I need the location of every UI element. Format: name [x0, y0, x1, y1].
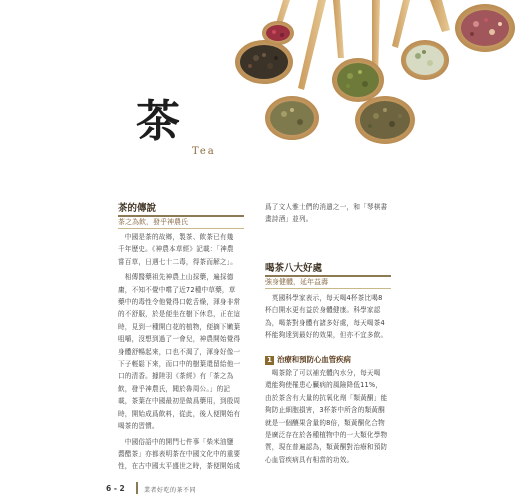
- section1-para-2: [118, 271, 246, 432]
- text-line: 庸，不知不覺中嚐了近72種中草藥，草: [118, 285, 236, 294]
- text-line: 夠防止細胞損害，3杯茶中所含的類黃酮: [265, 406, 385, 415]
- text-line: 杯能夠達到最好的效果，但亦不宜多飲。: [265, 331, 388, 340]
- spoon-dark-black-tea: [235, 40, 293, 84]
- text-line: 杯白開水更有益於身體健康。科學家認: [265, 306, 381, 315]
- section1-para-3: [118, 436, 246, 473]
- text-line: 中國是茶的故鄉，製茶、飲茶已有幾: [118, 233, 234, 241]
- text-line: 是廣泛存在於各種植物中的一大類化學物: [265, 431, 388, 440]
- text-line: 飲，發乎神農氏，聞於魯周公。」的記: [118, 384, 231, 393]
- spoon-flower-mix: [455, 4, 515, 52]
- spoon-rose-petals: [262, 21, 294, 45]
- text-line: 下子輕鬆下來，而口中的樹葉還留給他一: [118, 360, 241, 369]
- text-line: 醬醋茶」亦都表明茶在中國文化中的重要: [118, 449, 241, 458]
- text-line: 相傳醫藥祖先神農上山採藥，遍採德: [118, 273, 234, 282]
- text-line: 千年歷史。《神農本草經》記載：「神農: [118, 245, 234, 254]
- text-line: 畫詩酒」並列。: [265, 215, 313, 224]
- hero-character: 茶: [136, 96, 180, 147]
- subsection-heading: [265, 354, 351, 365]
- text-line: 英國科學家表示，每天喝4杯茶比喝8: [265, 294, 383, 302]
- subsection-number: 1: [265, 356, 274, 365]
- section2-subtitle: 強身健體，延年益壽: [265, 278, 328, 286]
- section2-subdivider: [265, 288, 391, 289]
- spoon-green-leaves: [332, 58, 384, 102]
- column2-intro: [265, 201, 397, 226]
- section1-title: 茶的傳說: [118, 203, 157, 214]
- section1-divider: [118, 215, 244, 217]
- text-line: 口的清香。據陸羽《茶經》有「茶之為: [118, 372, 234, 381]
- text-line: 嘗百草，日遇七十二毒，得茶而解之」。: [118, 257, 237, 266]
- section2-divider: [265, 275, 391, 277]
- subsection-title: 治療和預防心血管疾病: [277, 355, 351, 364]
- text-line: 咀嚼，沒想到過了一會兒，神農開始覺得: [118, 335, 241, 344]
- spoon-herbal: [265, 96, 319, 140]
- text-line: 時，開始成爲飲料，從此，後人便開始有: [118, 409, 241, 418]
- text-line: 爲了文人雅士們的消遣之一，和「琴棋書: [265, 203, 388, 211]
- section1-subtitle: 茶之為飲，發乎神農氏: [118, 218, 188, 226]
- text-line: 質，現在普遍認為，類黃酮對治療和預防: [265, 443, 388, 452]
- text-line: 喝茶除了可以補充體內水分，每天喝: [265, 369, 381, 377]
- spoon-jasmine-buds: [401, 40, 449, 80]
- text-line: 身體舒暢起來，口也不渴了，渾身好像一: [118, 347, 241, 356]
- text-line: 喝茶的習慣。: [118, 422, 159, 431]
- section1-subdivider: [118, 228, 244, 229]
- section1-body: [118, 231, 246, 473]
- text-line: 還能夠使罹患心臟病的風險降低11%，: [265, 381, 383, 390]
- text-line: 的不舒服，於是便坐在樹下休息，正在這: [118, 310, 241, 319]
- text-line: 時，見到一種開白花的植物，便摘下嫩葉: [118, 322, 241, 331]
- page-number: 6 - 2: [106, 484, 125, 493]
- tea-spoons-photo: [220, 0, 520, 175]
- section1-para-1: [118, 231, 246, 268]
- text-line: 心血管疾病具有相當的功效。: [265, 455, 354, 464]
- text-line: 中國俗語中的開門七件事「柴米油鹽: [118, 437, 234, 446]
- text-line: 藥中的毒性令他覺得口乾舌燥，渾身非常: [118, 298, 241, 307]
- subsection-body: [265, 367, 397, 466]
- section2-title: 喝茶八大好處: [265, 263, 323, 274]
- text-line: 為，喝茶對身體有諸多好處，每天喝茶4: [265, 318, 385, 327]
- text-line: 載，茶葉在中國最初是做爲藥用，到殷周: [118, 397, 241, 406]
- text-line: 由於茶含有大量的抗氧化劑「類黃酮」能: [265, 393, 388, 402]
- footer-divider: [136, 482, 138, 494]
- section2-body: [265, 292, 397, 342]
- text-line: 性，在古中國太平盛世之時，茶便開始成: [118, 462, 241, 471]
- running-footer-title: 業者好吃的茶不同: [144, 487, 197, 494]
- hero-english-word: Tea: [192, 146, 216, 157]
- spoon-oolong: [355, 96, 415, 144]
- text-line: 就是一個釀果含量的8倍，類黃酮化合物: [265, 418, 385, 427]
